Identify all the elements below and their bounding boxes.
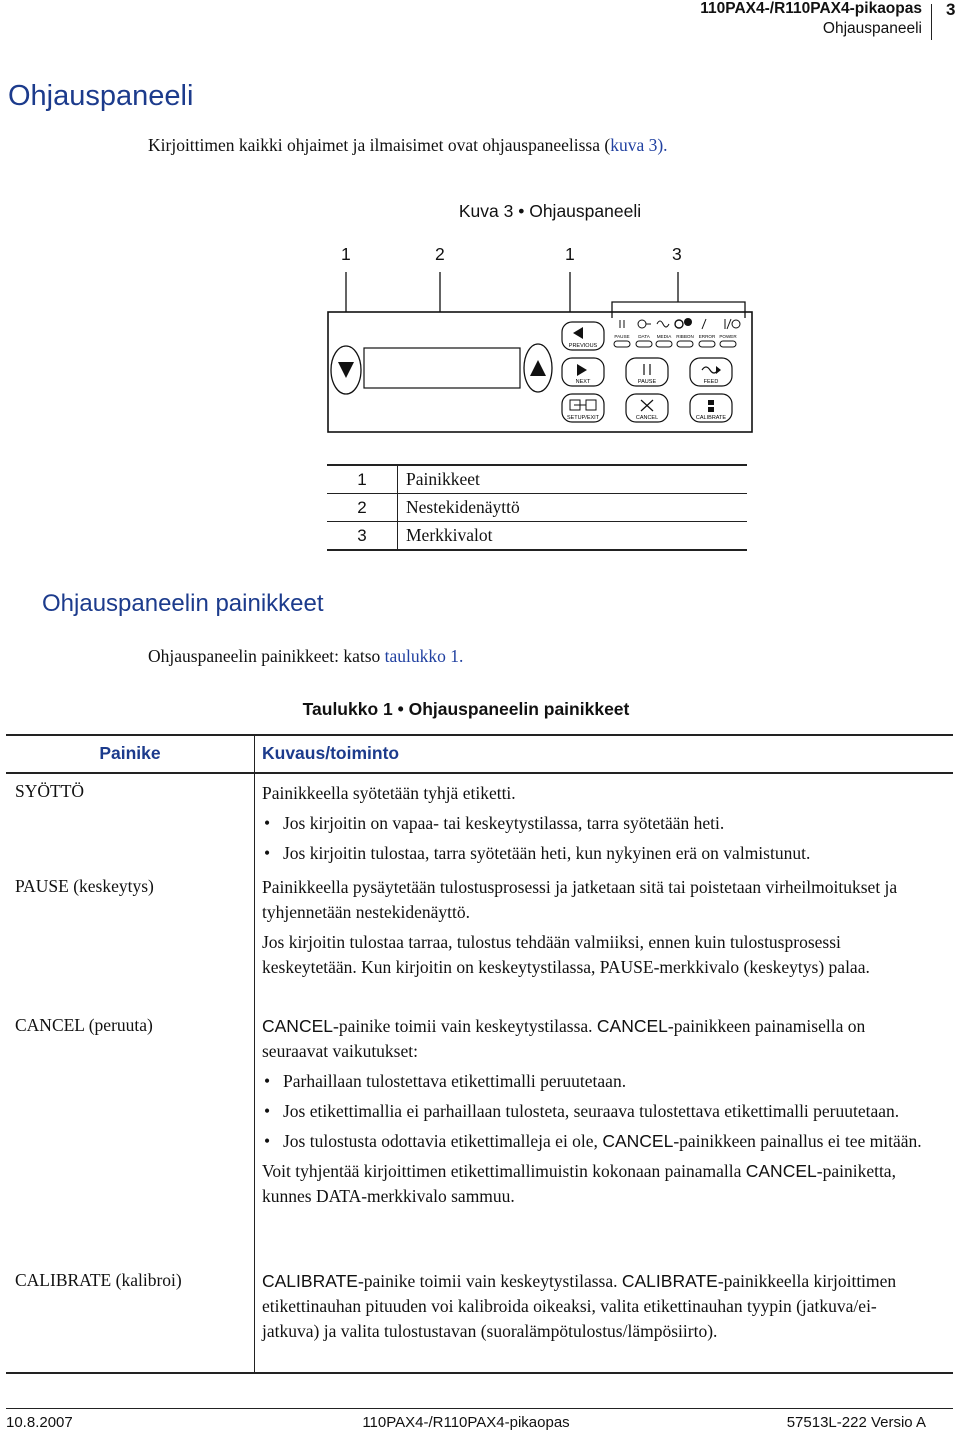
callout-number: 1 — [565, 244, 575, 264]
light-label: DATA — [638, 334, 650, 339]
header-divider — [931, 4, 932, 40]
light-label: RIBBON — [676, 334, 694, 339]
row-description — [262, 875, 922, 985]
footer-date: 10.8.2007 — [6, 1414, 73, 1431]
table-caption: Taulukko 1 • Ohjauspaneelin painikkeet — [302, 699, 630, 719]
lcd-display — [364, 348, 520, 388]
description-bullet: • Parhaillaan tulostettava etikettimalli peruutetaan. — [262, 1069, 922, 1094]
description-bullet: • Jos kirjoitin tulostaa, tarra syötetään heti, kun nykyinen erä on valmistunut. — [262, 841, 922, 866]
description-bullet: • Jos etikettimallia ei parhaillaan tulosteta, seuraava tulostettava etikettimalli peruutetaan. — [262, 1099, 922, 1124]
header-chapter-title: Ohjauspaneeli — [822, 20, 922, 37]
description-bullet: • Jos tulostusta odottavia etikettimalleja ei ole, CANCEL-painikkeen painallus ei tee mitään. — [262, 1129, 922, 1154]
description-text: Voit tyhjentää kirjoittimen etikettimallimuistin kokonaan painamalla CANCEL-painiketta, kunnes DATA-merkkivalo sammuu. — [262, 1161, 896, 1206]
intro-text: Ohjauspaneelin painikkeet: katso — [148, 646, 385, 666]
row-button-name: CANCEL (peruuta) — [15, 1015, 153, 1035]
figure-caption: Kuva 3 • Ohjauspaneeli — [458, 201, 642, 221]
footer-guide-title: 110PAX4-/R110PAX4-pikaopas — [362, 1414, 570, 1431]
pause-label: PAUSE — [637, 379, 657, 385]
buttons-table — [6, 734, 953, 1374]
legend-row — [327, 494, 747, 522]
media-light — [656, 341, 672, 347]
legend-number: 2 — [357, 497, 367, 517]
legend-text: Nestekidenäyttö — [406, 497, 520, 517]
header-guide-title: 110PAX4-/R110PAX4-pikaopas — [700, 0, 922, 17]
next-label: NEXT — [575, 379, 591, 385]
row-button-name: PAUSE (keskeytys) — [15, 876, 154, 896]
row-description — [262, 1014, 922, 1214]
ribbon-light — [677, 341, 693, 347]
intro-text-end: . — [459, 646, 464, 666]
legend-row — [327, 522, 747, 551]
pause-light — [614, 341, 630, 347]
legend-number: 3 — [357, 525, 367, 545]
callout-number: 2 — [435, 244, 445, 264]
section-intro — [148, 135, 668, 156]
row-description — [262, 1269, 922, 1349]
legend-text: Merkkivalot — [406, 525, 493, 545]
column-header: Painike — [99, 743, 161, 763]
chapter-number: 3 — [946, 0, 956, 19]
power-light — [720, 341, 736, 347]
error-light — [699, 341, 715, 347]
calibrate-label: CALIBRATE — [695, 415, 727, 421]
description-text: Painikkeella syötetään tyhjä etiketti. — [262, 783, 516, 803]
legend-number: 1 — [357, 469, 367, 489]
subsection-title: Ohjauspaneelin painikkeet — [42, 590, 324, 617]
feed-label: FEED — [703, 379, 719, 385]
row-description — [262, 781, 922, 871]
light-label: PAUSE — [614, 334, 630, 339]
description-text: Jos kirjoitin tulostaa tarraa, tulostus tehdään valmiiksi, ennen kuin tulostusprosessi keskeytetään. Kun kirjoitin on keskeytystilassa, PAUSE-merkkivalo (keskeytys) palaa. — [262, 932, 870, 977]
light-label: ERROR — [698, 334, 716, 339]
description-text: Painikkeella pysäytetään tulostusprosessi ja jatketaan sitä tai poistetaan virheilmoitukset ja tyhjennetään nestekidenäyttö. — [262, 877, 898, 922]
control-panel-illustration — [320, 262, 760, 438]
section-title: Ohjauspaneeli — [8, 80, 194, 112]
row-button-name: SYÖTTÖ — [15, 781, 85, 801]
previous-label: PREVIOUS — [568, 343, 598, 349]
intro-text: Kirjoittimen kaikki ohjaimet ja ilmaisimet ovat ohjauspaneelissa ( — [148, 135, 611, 155]
description-bullet: • Jos kirjoitin on vapaa- tai keskeytystilassa, tarra syötetään heti. — [262, 811, 922, 836]
description-text: CALIBRATE-painike toimii vain keskeytystilassa. CALIBRATE-painikkeella kirjoittimen etikettinauhan pituuden voi kalibroida oikeaksi, valita etikettinauhan tyypin (jatkuva/ei-jatkuva) ja valita tulostustavan (suoralämpötulostus/lämpösiirto). — [262, 1271, 897, 1341]
figure-link[interactable]: kuva 3 — [610, 135, 658, 155]
footer-divider — [6, 1408, 953, 1409]
data-light — [636, 341, 652, 347]
intro-text-end: ). — [657, 135, 668, 155]
footer-doc-number: 57513L-222 Versio A — [786, 1414, 926, 1431]
row-button-name: CALIBRATE (kalibroi) — [15, 1270, 182, 1290]
table-link[interactable]: taulukko 1 — [384, 646, 460, 666]
legend-row — [327, 464, 747, 494]
figure-legend — [327, 464, 747, 551]
light-label: MEDIA — [656, 334, 672, 339]
description-text: CANCEL-painike toimii vain keskeytystilassa. CANCEL-painikkeen painamisella on seuraavat vaikutukset: — [262, 1016, 866, 1061]
callout-number: 3 — [672, 244, 682, 264]
subsection-intro — [148, 646, 463, 667]
cancel-label: CANCEL — [635, 415, 659, 421]
light-label: POWER — [719, 334, 737, 339]
legend-text: Painikkeet — [406, 469, 480, 489]
callout-number: 1 — [341, 244, 351, 264]
column-header: Kuvaus/toiminto — [262, 743, 400, 763]
setup-exit-label: SETUP/EXIT — [566, 415, 600, 421]
